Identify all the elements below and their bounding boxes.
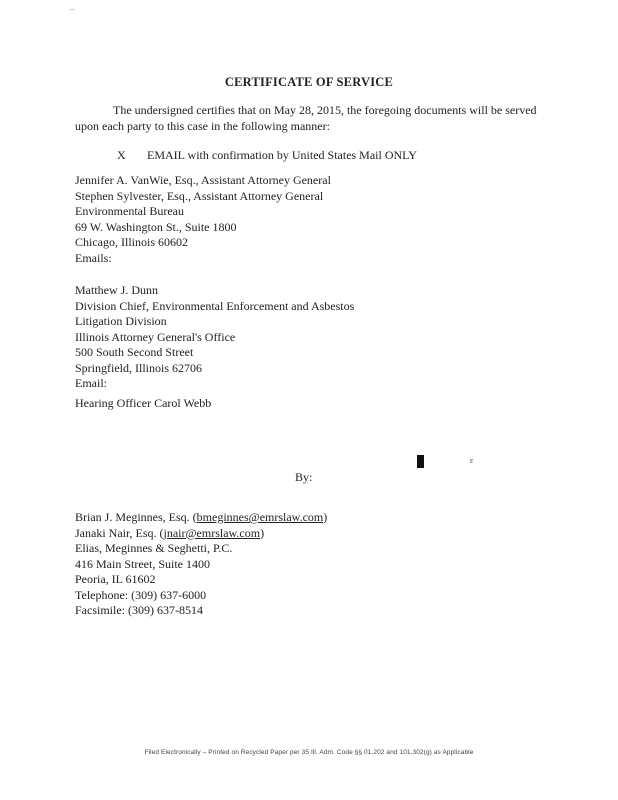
recipient-line: Springfield, Illinois 62706 (75, 360, 202, 375)
recipient-block-hearing-officer (75, 396, 211, 412)
sender-firm: Elias, Meginnes & Seghetti, P.C. (75, 541, 233, 555)
sender-city: Peoria, IL 61602 (75, 572, 156, 586)
signature-mark-small: ɛ (470, 456, 474, 465)
recipient-line: Environmental Bureau (75, 204, 184, 218)
document-title: CERTIFICATE OF SERVICE (224, 75, 394, 89)
sender-telephone: Telephone: (309) 637-6000 (75, 587, 207, 602)
page-footer: Filed Electronically – Printed on Recycled Paper per 35 Ill. Adm. Code §§ 01.202 and 101.302(g) as Applicable (144, 749, 474, 756)
recipient-line: Stephen Sylvester, Esq., Assistant Attorney General (75, 188, 324, 203)
recipient-line: Matthew J. Dunn (75, 283, 158, 297)
recipient-block-division-chief (75, 283, 354, 392)
intro-text: The undersigned certifies that on May 28, 2015, the foregoing documents will be served upon each party to this case in the following manner: (75, 103, 537, 133)
by-label: By: (295, 470, 313, 484)
recipient-line: Hearing Officer Carol Webb (75, 396, 212, 410)
intro-paragraph (75, 102, 555, 134)
sender-line-1: Brian J. Meginnes, Esq. (bmeginnes@emrslaw.com) (75, 510, 328, 524)
service-method-mark: X (117, 148, 126, 162)
sender-address: 416 Main Street, Suite 1400 (75, 556, 210, 571)
email-link-jnair[interactable]: jnair@emrslaw.com (163, 525, 261, 540)
recipient-line: 500 South Second Street (75, 345, 194, 359)
service-method-text: EMAIL with confirmation by United States Mail ONLY (147, 148, 417, 162)
email-link-bmeginnes[interactable]: bmeginnes@emrslaw.com (196, 510, 324, 524)
recipient-line: Chicago, Illinois 60602 (75, 235, 188, 249)
recipient-line: Email: (75, 376, 107, 390)
recipient-line: Jennifer A. VanWie, Esq., Assistant Attorney General (75, 173, 331, 187)
recipient-line: 69 W. Washington St., Suite 1800 (75, 219, 237, 234)
recipient-line: Illinois Attorney General's Office (75, 329, 236, 344)
signature-mark-icon (417, 455, 424, 468)
sender-line-2: Janaki Nair, Esq. (jnair@emrslaw.com) (75, 525, 265, 540)
sender-block (75, 510, 327, 619)
recipient-line: Litigation Division (75, 314, 167, 328)
recipient-block-attorney-general (75, 173, 331, 266)
recipient-line: Division Chief, Environmental Enforcement and Asbestos (75, 298, 355, 313)
recipient-line: Emails: (75, 250, 112, 265)
top-mark: – (70, 4, 75, 14)
sender-facsimile: Facsimile: (309) 637-8514 (75, 603, 203, 617)
